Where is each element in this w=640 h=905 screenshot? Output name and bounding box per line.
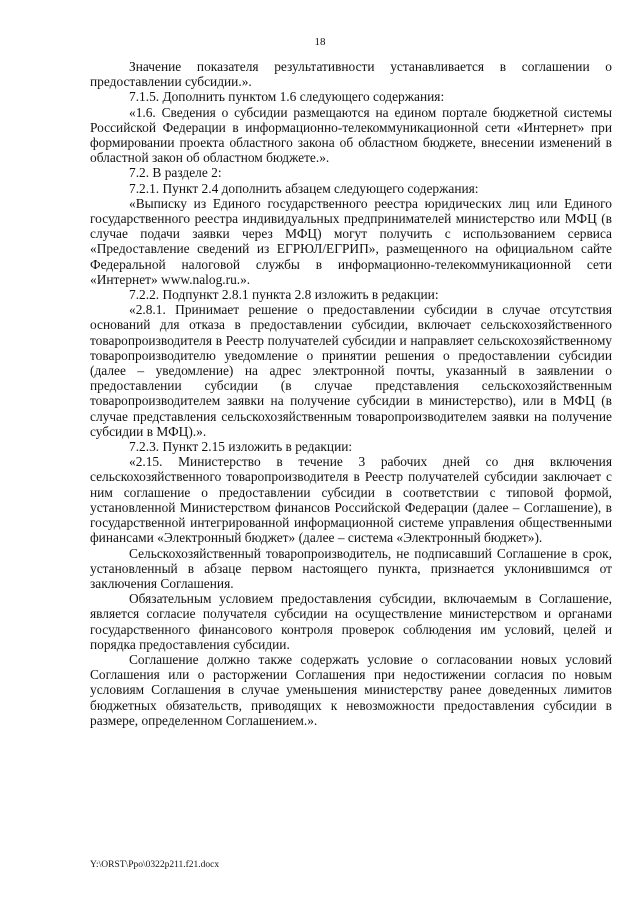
paragraph-evasion: Сельскохозяйственный товаропроизводитель, не подписавший Соглашение в срок, установленный в абзаце первом настоящего пункта, признается уклонившимся от заключения Соглашения. xyxy=(90,545,612,591)
paragraph-2-15: «2.15. Министерство в течение 3 рабочих дней со дня включения сельскохозяйственного товаропроизводителя в Реестр получателей субсидии заключает с ним соглашение о предоставлении субсидии в соответствии с типовой формой, установленной Министерством финансов Российской Федерации (далее – Соглашение), в государственной интегрированной информационной системе управления общественными финансами «Электронный бюджет» (далее – система «Электронный бюджет»). xyxy=(90,454,612,546)
paragraph-7-2-3: 7.2.3. Пункт 2.15 изложить в редакции: xyxy=(129,439,353,455)
footer-file-path: Y:\ORST\Ppo\0322p211.f21.docx xyxy=(90,860,220,870)
paragraph-2-8-1: «2.8.1. Принимает решение о предоставлении субсидии в случае отсутствия оснований для отказа в предоставлении субсидии, включает сельскохозяйственного товаропроизводителя в Реестр получателей субсидии и направляет сельскохозяйственному товаропроизводителю уведомление о принятии решения о предоставлении субсидии (далее – уведомление) на адрес электронной почты, указанный в заявлении о предоставлении субсидии (в случае представления сельскохозяйственным товаропроизводителем заявки на получение субсидии в министерство), или в МФЦ (в случае представления сельскохозяйственным товаропроизводителем заявки на получение субсидии в МФЦ).». xyxy=(90,302,612,439)
paragraph-7-2: 7.2. В разделе 2: xyxy=(129,165,222,181)
paragraph-mandatory-condition: Обязательным условием предоставления субсидии, включаемым в Соглашение, является согласие получателя субсидии на осуществление министерством и органами государственного финансового контроля проверок соблюдения им условий, целей и порядка предоставления субсидии. xyxy=(90,591,612,652)
paragraph-1-6: «1.6. Сведения о субсидии размещаются на едином портале бюджетной системы Российской Федерации в информационно-телекоммуникационной сети «Интернет» при формировании проекта областного закона об областном бюджете, внесении изменений в областной закон об областном бюджете.». xyxy=(90,104,612,166)
paragraph-7-2-1: 7.2.1. Пункт 2.4 дополнить абзацем следующего содержания: xyxy=(129,180,479,196)
paragraph-result-indicator: Значение показателя результативности устанавливается в соглашении о предоставлении субсидии.». xyxy=(90,59,612,90)
paragraph-new-conditions: Соглашение должно также содержать условие о согласовании новых условий Соглашения или о расторжении Соглашения при недостижении согласия по новым условиям Соглашения в случае уменьшения министерству ранее доведенных лимитов бюджетных обязательств, приводящих к невозможности предоставления субсидии в размере, определенном Соглашением.». xyxy=(90,651,612,728)
paragraph-7-1-5: 7.1.5. Дополнить пунктом 1.6 следующего содержания: xyxy=(129,89,445,105)
document-body xyxy=(90,59,612,728)
paragraph-7-2-2: 7.2.2. Подпункт 2.8.1 пункта 2.8 изложить в редакции: xyxy=(129,287,439,303)
paragraph-egrul-extract: «Выписку из Единого государственного реестра юридических лиц или Единого государственного реестра индивидуальных предпринимателей министерство или МФЦ (в случае подачи заявки через МФЦ) могут получить с использованием сервиса «Предоставление сведений из ЕГРЮЛ/ЕГРИП», размещенного на официальном сайте Федеральной налоговой службы в информационно-телекоммуникационной сети «Интернет» www.nalog.ru.». xyxy=(90,195,612,287)
page-number: 18 xyxy=(314,36,326,48)
